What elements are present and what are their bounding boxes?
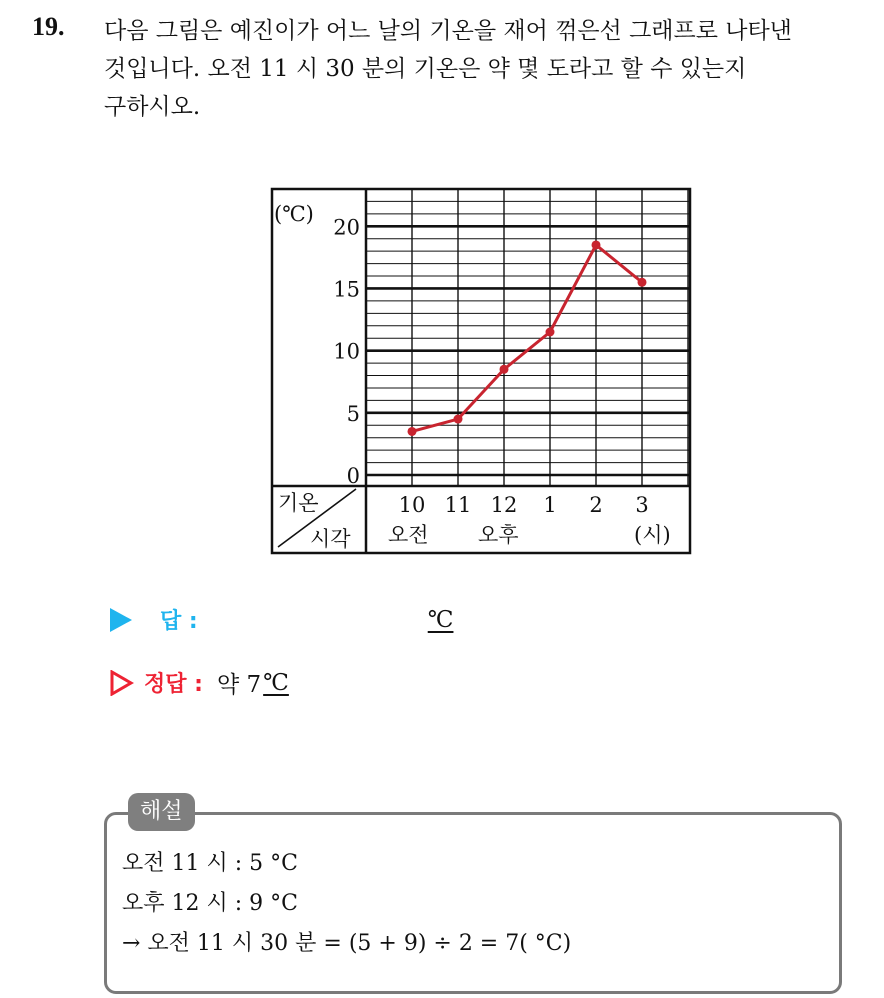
x-tick-label: 10: [398, 493, 426, 517]
x-tick-label: 11: [444, 493, 472, 517]
y-tick-label: 5: [346, 401, 360, 426]
y-tick-label: 15: [333, 277, 360, 302]
question-line: 것입니다. 오전 11 시 30 분의 기온은 약 몇 도라고 할 수 있는지: [104, 56, 747, 82]
explanation-line: 오전 11 시 : 5 °C: [122, 851, 298, 876]
x-period-pm: 오후: [478, 523, 519, 547]
y-tick-label: 20: [333, 215, 360, 240]
x-tick-label: 1: [543, 493, 557, 517]
y-tick-labels: [333, 215, 360, 488]
data-point: [500, 365, 509, 374]
correct-answer-value: 약 7: [216, 672, 262, 698]
temperature-line-chart: [268, 185, 698, 560]
data-point: [592, 240, 601, 249]
chart-border: [272, 189, 690, 553]
x-tick-label: 2: [589, 493, 603, 517]
question-line: 다음 그림은 예진이가 어느 날의 기온을 재어 꺾은선 그래프로 나타낸: [104, 18, 792, 44]
explanation-line: 오후 12 시 : 9 °C: [122, 891, 298, 916]
data-point: [638, 278, 647, 287]
x-tick-labels: [399, 493, 649, 517]
y-unit-label: (℃): [274, 202, 314, 226]
x-unit-label: (시): [634, 523, 671, 547]
x-tick-label: 3: [635, 493, 649, 517]
question-line: 구하시오.: [104, 94, 201, 120]
question-number: 19.: [32, 12, 65, 41]
correct-answer-row: [110, 666, 289, 699]
chart-frame: [272, 189, 690, 553]
question-text: [104, 12, 864, 126]
answer-label: 답 :: [160, 609, 198, 634]
corner-bottom-label: 시각: [310, 527, 351, 551]
explanation-line: → 오전 11 시 30 분 = (5 + 9) ÷ 2 = 7( °C): [122, 931, 572, 956]
correct-answer-unit: ℃: [263, 669, 289, 696]
x-tick-label: 12: [490, 493, 518, 517]
explanation-tab: 해설: [128, 793, 195, 831]
outline-triangle-icon: [110, 670, 134, 696]
corner-top-label: 기온: [278, 491, 319, 515]
y-tick-label: 10: [333, 339, 360, 364]
filled-triangle-icon: [110, 608, 132, 632]
answer-unit: ℃: [427, 606, 454, 633]
correct-answer-label: 정답 :: [144, 672, 203, 697]
explanation-lines: [122, 844, 571, 964]
data-point: [546, 328, 555, 337]
chart-grid: [366, 189, 690, 486]
data-point: [408, 427, 417, 436]
data-point: [454, 415, 463, 424]
x-period-am: 오전: [388, 523, 429, 547]
y-tick-label: 0: [346, 464, 360, 488]
answer-row: [110, 604, 453, 635]
